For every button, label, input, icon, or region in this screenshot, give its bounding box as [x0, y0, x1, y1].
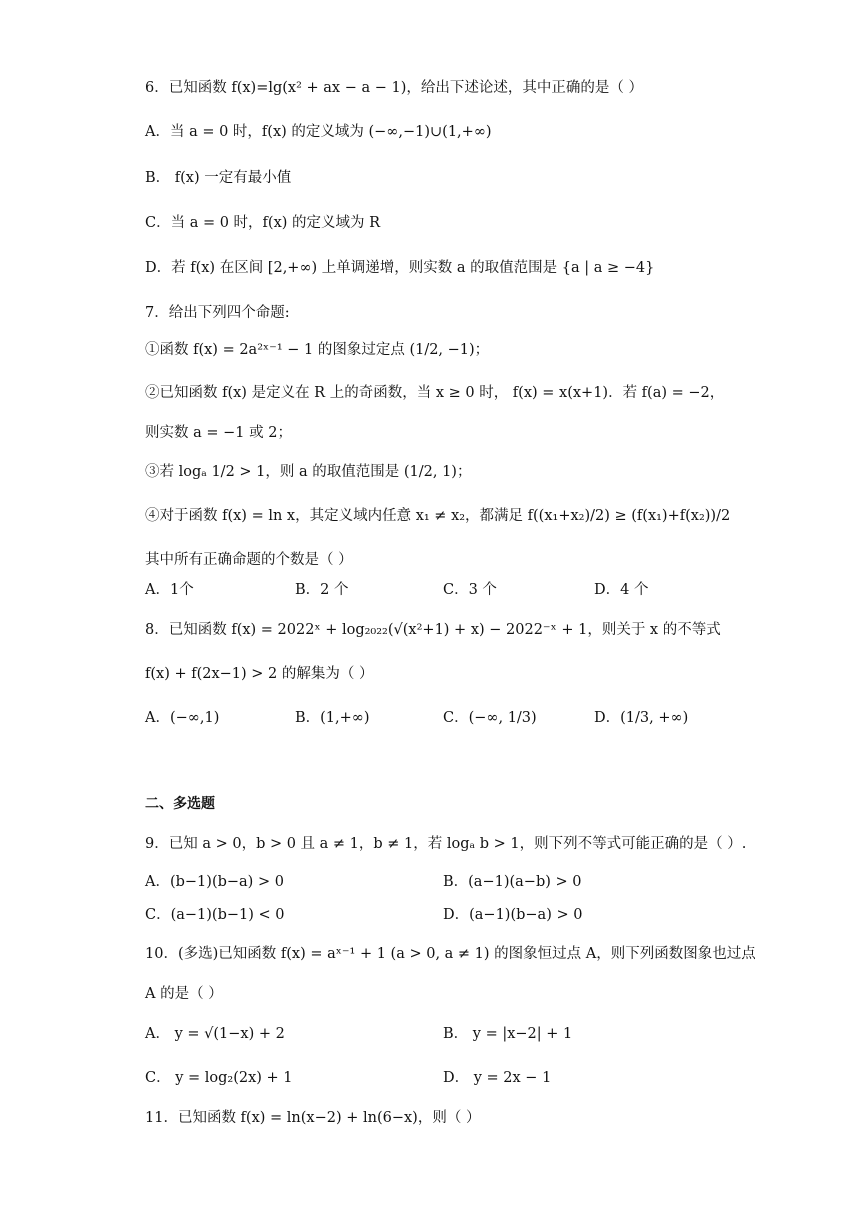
q7-stem: 7．给出下列四个命题:	[145, 305, 290, 321]
q7-prompt: 其中所有正确命题的个数是（ ）	[145, 552, 353, 568]
q8-stem-cont: f(x) + f(2x−1) > 2 的解集为（ ）	[145, 666, 374, 682]
q7-item-4: ④对于函数 f(x) = ln x，其定义域内任意 x₁ ≠ x₂，都满足 f((x₁+x₂)/2) ≥ (f(x₁)+f(x₂))/2	[145, 508, 731, 524]
q8-option-b: B．(1,+∞)	[295, 710, 370, 726]
q7-item-2: ②已知函数 f(x) 是定义在 R 上的奇函数，当 x ≥ 0 时， f(x) = x(x+1)．若 f(a) = −2，	[145, 385, 725, 401]
q9-option-c: C．(a−1)(b−1) < 0	[145, 907, 285, 923]
q9-option-a: A．(b−1)(b−a) > 0	[145, 874, 284, 890]
q7-option-d: D．4 个	[594, 582, 649, 598]
q10-option-c: C． y = log₂(2x) + 1	[145, 1070, 293, 1086]
q9-option-b: B．(a−1)(a−b) > 0	[443, 874, 582, 890]
q10-option-d: D． y = 2x − 1	[443, 1070, 552, 1086]
q6-option-c: C．当 a = 0 时，f(x) 的定义域为 R	[145, 215, 381, 231]
q10-stem: 10．(多选)已知函数 f(x) = aˣ⁻¹ + 1 (a > 0, a ≠ 1) 的图象恒过点 A，则下列函数图象也过点	[145, 946, 756, 962]
q6-option-b: B． f(x) 一定有最小值	[145, 170, 292, 186]
q7-item-3: ③若 logₐ 1/2 > 1，则 a 的取值范围是 (1/2, 1)；	[145, 464, 472, 480]
section-heading: 二、多选题	[145, 796, 215, 812]
q9-stem: 9．已知 a > 0，b > 0 且 a ≠ 1，b ≠ 1，若 logₐ b > 1，则下列不等式可能正确的是（ ）.	[145, 836, 747, 852]
q7-option-a: A．1个	[145, 582, 194, 598]
q8-option-d: D．(1/3, +∞)	[594, 710, 689, 726]
q11-stem: 11．已知函数 f(x) = ln(x−2) + ln(6−x)，则（ ）	[145, 1110, 481, 1126]
q6-stem: 6．已知函数 f(x)=lg(x² + ax − a − 1)，给出下述论述，其中正确的是（ ）	[145, 80, 643, 96]
q8-option-a: A．(−∞,1)	[145, 710, 220, 726]
q7-item-2-cont: 则实数 a = −1 或 2；	[145, 425, 292, 441]
q6-option-a: A．当 a = 0 时，f(x) 的定义域为 (−∞,−1)∪(1,+∞)	[145, 124, 492, 140]
q8-option-c: C．(−∞, 1/3)	[443, 710, 537, 726]
q7-option-b: B．2 个	[295, 582, 349, 598]
q7-option-c: C．3 个	[443, 582, 497, 598]
q6-option-d: D．若 f(x) 在区间 [2,+∞) 上单调递增，则实数 a 的取值范围是 {a | a ≥ −4}	[145, 260, 655, 276]
q10-option-b: B． y = |x−2| + 1	[443, 1026, 573, 1042]
q8-stem: 8．已知函数 f(x) = 2022ˣ + log₂₀₂₂(√(x²+1) + x) − 2022⁻ˣ + 1，则关于 x 的不等式	[145, 622, 721, 638]
q10-option-a: A． y = √(1−x) + 2	[145, 1026, 285, 1042]
q9-option-d: D．(a−1)(b−a) > 0	[443, 907, 583, 923]
q10-stem-cont: A 的是（ ）	[145, 986, 223, 1002]
q7-item-1: ①函数 f(x) = 2a²ˣ⁻¹ − 1 的图象过定点 (1/2, −1)；	[145, 342, 490, 358]
